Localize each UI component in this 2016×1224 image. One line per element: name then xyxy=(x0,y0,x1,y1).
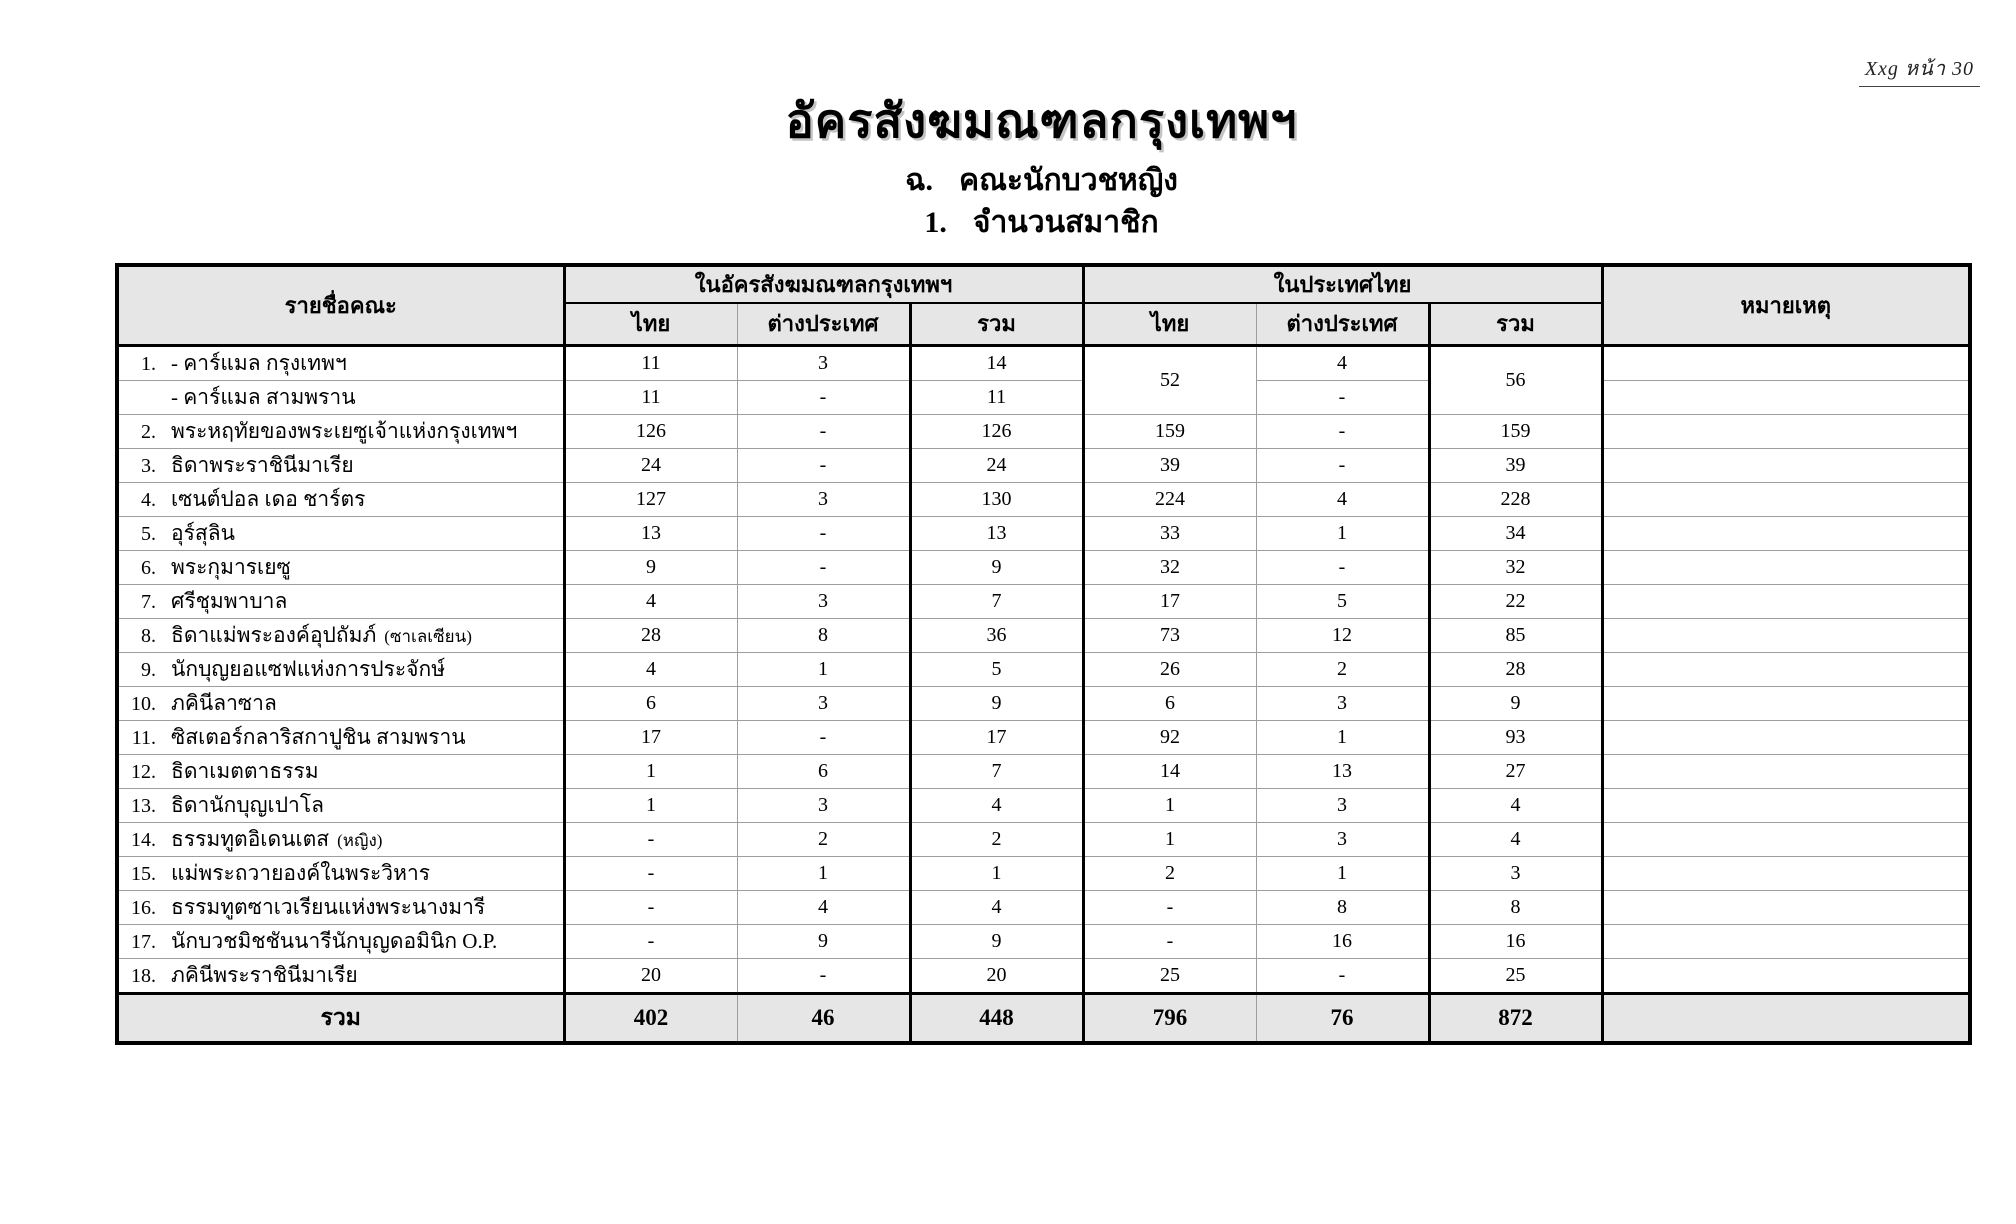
table-row xyxy=(117,686,1970,720)
value-cell: 2 xyxy=(910,822,1083,856)
remark-cell xyxy=(1602,958,1970,993)
row-number: 14. xyxy=(131,828,156,851)
value-cell: 22 xyxy=(1429,584,1602,618)
value-cell: 13 xyxy=(564,516,737,550)
value-cell: 13 xyxy=(1256,754,1429,788)
value-cell: 32 xyxy=(1083,550,1256,584)
row-number: 10. xyxy=(131,692,156,715)
value-cell: - xyxy=(1256,550,1429,584)
value-cell: 32 xyxy=(1429,550,1602,584)
value-cell: 3 xyxy=(737,788,910,822)
remark-cell xyxy=(1602,618,1970,652)
row-number: 13. xyxy=(131,794,156,817)
value-cell: 159 xyxy=(1083,414,1256,448)
order-name-cell xyxy=(117,856,564,890)
value-cell: 4 xyxy=(564,584,737,618)
row-number: 2. xyxy=(141,420,156,443)
row-number: 5. xyxy=(141,522,156,545)
table-row xyxy=(117,958,1970,993)
value-cell: 34 xyxy=(1429,516,1602,550)
table-row xyxy=(117,754,1970,788)
value-cell: 5 xyxy=(910,652,1083,686)
value-cell: 9 xyxy=(737,924,910,958)
value-cell: 9 xyxy=(564,550,737,584)
subsection-title: จำนวนสมาชิก xyxy=(972,206,1159,239)
row-number: 1. xyxy=(141,352,156,375)
value-cell: - xyxy=(737,720,910,754)
value-cell: 2 xyxy=(1256,652,1429,686)
order-name-cell xyxy=(117,822,564,856)
value-cell: 7 xyxy=(910,584,1083,618)
order-name-cell xyxy=(117,754,564,788)
table-row xyxy=(117,924,1970,958)
table-row xyxy=(117,448,1970,482)
order-name-note: (หญิง) xyxy=(337,830,383,850)
remark-cell xyxy=(1602,516,1970,550)
order-name: ธิดานักบุญเปาโล xyxy=(171,792,324,817)
value-cell: 13 xyxy=(910,516,1083,550)
value-cell: 16 xyxy=(1429,924,1602,958)
order-name-cell xyxy=(117,652,564,686)
row-number: 3. xyxy=(141,454,156,477)
value-cell: - xyxy=(737,516,910,550)
value-cell: - xyxy=(1083,890,1256,924)
value-cell: 16 xyxy=(1256,924,1429,958)
value-cell: 1 xyxy=(564,754,737,788)
value-cell: 3 xyxy=(737,345,910,380)
value-cell: 28 xyxy=(564,618,737,652)
value-cell: 4 xyxy=(1256,345,1429,380)
total-total-bkk: 448 xyxy=(910,993,1083,1043)
value-cell: - xyxy=(564,890,737,924)
row-number: 7. xyxy=(141,590,156,613)
order-name: นักบวชมิชชันนารีนักบุญดอมินิก O.P. xyxy=(171,928,498,953)
value-cell: 4 xyxy=(737,890,910,924)
value-cell: 17 xyxy=(564,720,737,754)
value-cell: 56 xyxy=(1429,345,1602,414)
order-name: ซิสเตอร์กลาริสกาปูชิน สามพราน xyxy=(171,724,466,749)
value-cell: 5 xyxy=(1256,584,1429,618)
value-cell: 14 xyxy=(910,345,1083,380)
col-group-in-thailand: ในประเทศไทย xyxy=(1083,265,1602,303)
row-number: 6. xyxy=(141,556,156,579)
remark-cell xyxy=(1602,924,1970,958)
value-cell: 1 xyxy=(1083,822,1256,856)
row-number: 17. xyxy=(131,930,156,953)
value-cell: 11 xyxy=(564,380,737,414)
row-number: 4. xyxy=(141,488,156,511)
value-cell: 1 xyxy=(737,652,910,686)
value-cell: - xyxy=(564,856,737,890)
col-header-foreign-bkk: ต่างประเทศ xyxy=(737,303,910,345)
col-header-order-name: รายชื่อคณะ xyxy=(117,265,564,345)
table-row xyxy=(117,550,1970,584)
value-cell: 24 xyxy=(910,448,1083,482)
remark-cell xyxy=(1602,345,1970,380)
table-row xyxy=(117,652,1970,686)
order-name: เซนต์ปอล เดอ ชาร์ตร xyxy=(171,486,366,511)
value-cell: 1 xyxy=(910,856,1083,890)
value-cell: 2 xyxy=(737,822,910,856)
remark-cell xyxy=(1602,380,1970,414)
value-cell: 1 xyxy=(1083,788,1256,822)
total-total-th: 872 xyxy=(1429,993,1602,1043)
table-row xyxy=(117,822,1970,856)
value-cell: - xyxy=(1256,380,1429,414)
page-title: อัครสังฆมณฑลกรุงเทพฯ xyxy=(785,96,1298,148)
value-cell: - xyxy=(1256,958,1429,993)
table-row xyxy=(117,720,1970,754)
value-cell: 4 xyxy=(564,652,737,686)
order-name: ธิดาเมตตาธรรม xyxy=(171,758,319,783)
table-row xyxy=(117,345,1970,380)
col-header-total-th: รวม xyxy=(1429,303,1602,345)
value-cell: 9 xyxy=(910,924,1083,958)
heading-block xyxy=(115,0,1968,242)
order-name: - คาร์แมล สามพราน xyxy=(171,384,356,409)
col-group-archdiocese-bangkok: ในอัครสังฆมณฑลกรุงเทพฯ xyxy=(564,265,1083,303)
value-cell: 3 xyxy=(1256,788,1429,822)
value-cell: - xyxy=(737,550,910,584)
order-name-cell xyxy=(117,720,564,754)
col-header-total-bkk: รวม xyxy=(910,303,1083,345)
row-number: 12. xyxy=(131,760,156,783)
value-cell: 130 xyxy=(910,482,1083,516)
col-header-foreign-th: ต่างประเทศ xyxy=(1256,303,1429,345)
order-name: ธรรมทูตซาเวเรียนแห่งพระนางมารี xyxy=(171,894,486,919)
value-cell: 1 xyxy=(737,856,910,890)
value-cell: 4 xyxy=(1256,482,1429,516)
total-foreign-bkk: 46 xyxy=(737,993,910,1043)
value-cell: - xyxy=(737,380,910,414)
subsection-prefix: 1. xyxy=(924,206,947,239)
order-name-cell xyxy=(117,890,564,924)
value-cell: 11 xyxy=(564,345,737,380)
remark-cell xyxy=(1602,414,1970,448)
order-name: ธรรมทูตอิเดนเตส xyxy=(171,826,330,851)
order-name-cell xyxy=(117,345,564,380)
col-header-thai-bkk: ไทย xyxy=(564,303,737,345)
remark-cell xyxy=(1602,686,1970,720)
order-name-cell xyxy=(117,380,564,414)
order-name-cell xyxy=(117,414,564,448)
value-cell: 224 xyxy=(1083,482,1256,516)
total-label: รวม xyxy=(117,993,564,1043)
value-cell: 39 xyxy=(1083,448,1256,482)
value-cell: 17 xyxy=(1083,584,1256,618)
value-cell: 7 xyxy=(910,754,1083,788)
row-number: 15. xyxy=(131,862,156,885)
value-cell: - xyxy=(737,958,910,993)
order-name: ธิดาพระราชินีมาเรีย xyxy=(171,452,354,477)
order-name: อุร์สุลิน xyxy=(171,520,235,545)
table-row xyxy=(117,890,1970,924)
order-name-cell xyxy=(117,958,564,993)
members-table xyxy=(115,263,1972,1045)
table-row xyxy=(117,856,1970,890)
order-name: ศรีชุมพาบาล xyxy=(171,588,288,613)
value-cell: 8 xyxy=(737,618,910,652)
value-cell: 25 xyxy=(1429,958,1602,993)
remark-cell xyxy=(1602,788,1970,822)
order-name: ภคินีพระราชินีมาเรีย xyxy=(171,962,358,987)
value-cell: 8 xyxy=(1256,890,1429,924)
total-thai-bkk: 402 xyxy=(564,993,737,1043)
row-number: 8. xyxy=(141,624,156,647)
table-row xyxy=(117,516,1970,550)
section-prefix: ฉ. xyxy=(905,164,933,197)
remark-cell xyxy=(1602,856,1970,890)
value-cell: 3 xyxy=(737,584,910,618)
value-cell: 92 xyxy=(1083,720,1256,754)
col-header-remarks: หมายเหตุ xyxy=(1602,265,1970,345)
order-name: - คาร์แมล กรุงเทพฯ xyxy=(171,350,347,375)
value-cell: - xyxy=(737,448,910,482)
remark-cell xyxy=(1602,584,1970,618)
value-cell: 9 xyxy=(1429,686,1602,720)
order-name-cell xyxy=(117,686,564,720)
value-cell: - xyxy=(564,924,737,958)
order-name-cell xyxy=(117,516,564,550)
order-name: ธิดาแม่พระองค์อุปถัมภ์ xyxy=(171,622,377,647)
remark-cell xyxy=(1602,652,1970,686)
total-foreign-th: 76 xyxy=(1256,993,1429,1043)
value-cell: 73 xyxy=(1083,618,1256,652)
value-cell: 24 xyxy=(564,448,737,482)
value-cell: 3 xyxy=(737,482,910,516)
value-cell: 20 xyxy=(564,958,737,993)
row-number: 9. xyxy=(141,658,156,681)
value-cell: 1 xyxy=(1256,856,1429,890)
table-row xyxy=(117,788,1970,822)
value-cell: 3 xyxy=(1256,822,1429,856)
value-cell: 126 xyxy=(910,414,1083,448)
table-row xyxy=(117,584,1970,618)
value-cell: - xyxy=(737,414,910,448)
value-cell: 11 xyxy=(910,380,1083,414)
order-name-cell xyxy=(117,482,564,516)
value-cell: 52 xyxy=(1083,345,1256,414)
value-cell: - xyxy=(1256,448,1429,482)
col-header-thai-th: ไทย xyxy=(1083,303,1256,345)
value-cell: 1 xyxy=(1256,720,1429,754)
value-cell: 4 xyxy=(1429,822,1602,856)
value-cell: 3 xyxy=(1256,686,1429,720)
value-cell: 28 xyxy=(1429,652,1602,686)
order-name-cell xyxy=(117,924,564,958)
table-row xyxy=(117,414,1970,448)
order-name-cell xyxy=(117,550,564,584)
total-row xyxy=(117,993,1970,1043)
remark-cell xyxy=(1602,720,1970,754)
value-cell: - xyxy=(564,822,737,856)
value-cell: 2 xyxy=(1083,856,1256,890)
value-cell: 85 xyxy=(1429,618,1602,652)
order-name-cell xyxy=(117,618,564,652)
table-row xyxy=(117,618,1970,652)
order-name: พระกุมารเยซู xyxy=(171,554,291,579)
value-cell: 6 xyxy=(564,686,737,720)
section-title: คณะนักบวชหญิง xyxy=(959,164,1178,197)
value-cell: 4 xyxy=(1429,788,1602,822)
value-cell: 3 xyxy=(1429,856,1602,890)
value-cell: 26 xyxy=(1083,652,1256,686)
page-number-annotation: Xxg หน้า 30 xyxy=(1859,52,1980,87)
order-name-note: (ซาเลเซียน) xyxy=(384,626,472,646)
value-cell: 25 xyxy=(1083,958,1256,993)
value-cell: 36 xyxy=(910,618,1083,652)
table-row xyxy=(117,482,1970,516)
order-name-cell xyxy=(117,788,564,822)
order-name: นักบุญยอแซฟแห่งการประจักษ์ xyxy=(171,656,446,681)
value-cell: 27 xyxy=(1429,754,1602,788)
value-cell: 6 xyxy=(737,754,910,788)
remark-cell xyxy=(1602,482,1970,516)
value-cell: 9 xyxy=(910,686,1083,720)
value-cell: 12 xyxy=(1256,618,1429,652)
value-cell: 33 xyxy=(1083,516,1256,550)
value-cell: 14 xyxy=(1083,754,1256,788)
value-cell: 126 xyxy=(564,414,737,448)
table-body xyxy=(117,345,1970,993)
remark-cell xyxy=(1602,822,1970,856)
row-number: 18. xyxy=(131,964,156,987)
value-cell: 17 xyxy=(910,720,1083,754)
value-cell: 228 xyxy=(1429,482,1602,516)
value-cell: 8 xyxy=(1429,890,1602,924)
value-cell: 6 xyxy=(1083,686,1256,720)
value-cell: 9 xyxy=(910,550,1083,584)
value-cell: 39 xyxy=(1429,448,1602,482)
remark-cell xyxy=(1602,754,1970,788)
order-name: ภคินีลาซาล xyxy=(171,690,277,715)
value-cell: 4 xyxy=(910,890,1083,924)
row-number: 16. xyxy=(131,896,156,919)
order-name-cell xyxy=(117,448,564,482)
value-cell: - xyxy=(1083,924,1256,958)
remark-cell xyxy=(1602,448,1970,482)
order-name: พระหฤทัยของพระเยซูเจ้าแห่งกรุงเทพฯ xyxy=(171,418,518,443)
value-cell: 159 xyxy=(1429,414,1602,448)
value-cell: 1 xyxy=(1256,516,1429,550)
value-cell: 3 xyxy=(737,686,910,720)
total-thai-th: 796 xyxy=(1083,993,1256,1043)
row-number: 11. xyxy=(131,726,156,749)
remark-cell xyxy=(1602,890,1970,924)
value-cell: 93 xyxy=(1429,720,1602,754)
value-cell: 1 xyxy=(564,788,737,822)
table-row xyxy=(117,380,1970,414)
section-heading xyxy=(115,162,1968,200)
subsection-heading xyxy=(115,204,1968,242)
order-name: แม่พระถวายองค์ในพระวิหาร xyxy=(171,860,431,885)
value-cell: - xyxy=(1256,414,1429,448)
order-name-cell xyxy=(117,584,564,618)
value-cell: 4 xyxy=(910,788,1083,822)
value-cell: 127 xyxy=(564,482,737,516)
remark-cell xyxy=(1602,550,1970,584)
total-remark-cell xyxy=(1602,993,1970,1043)
value-cell: 20 xyxy=(910,958,1083,993)
